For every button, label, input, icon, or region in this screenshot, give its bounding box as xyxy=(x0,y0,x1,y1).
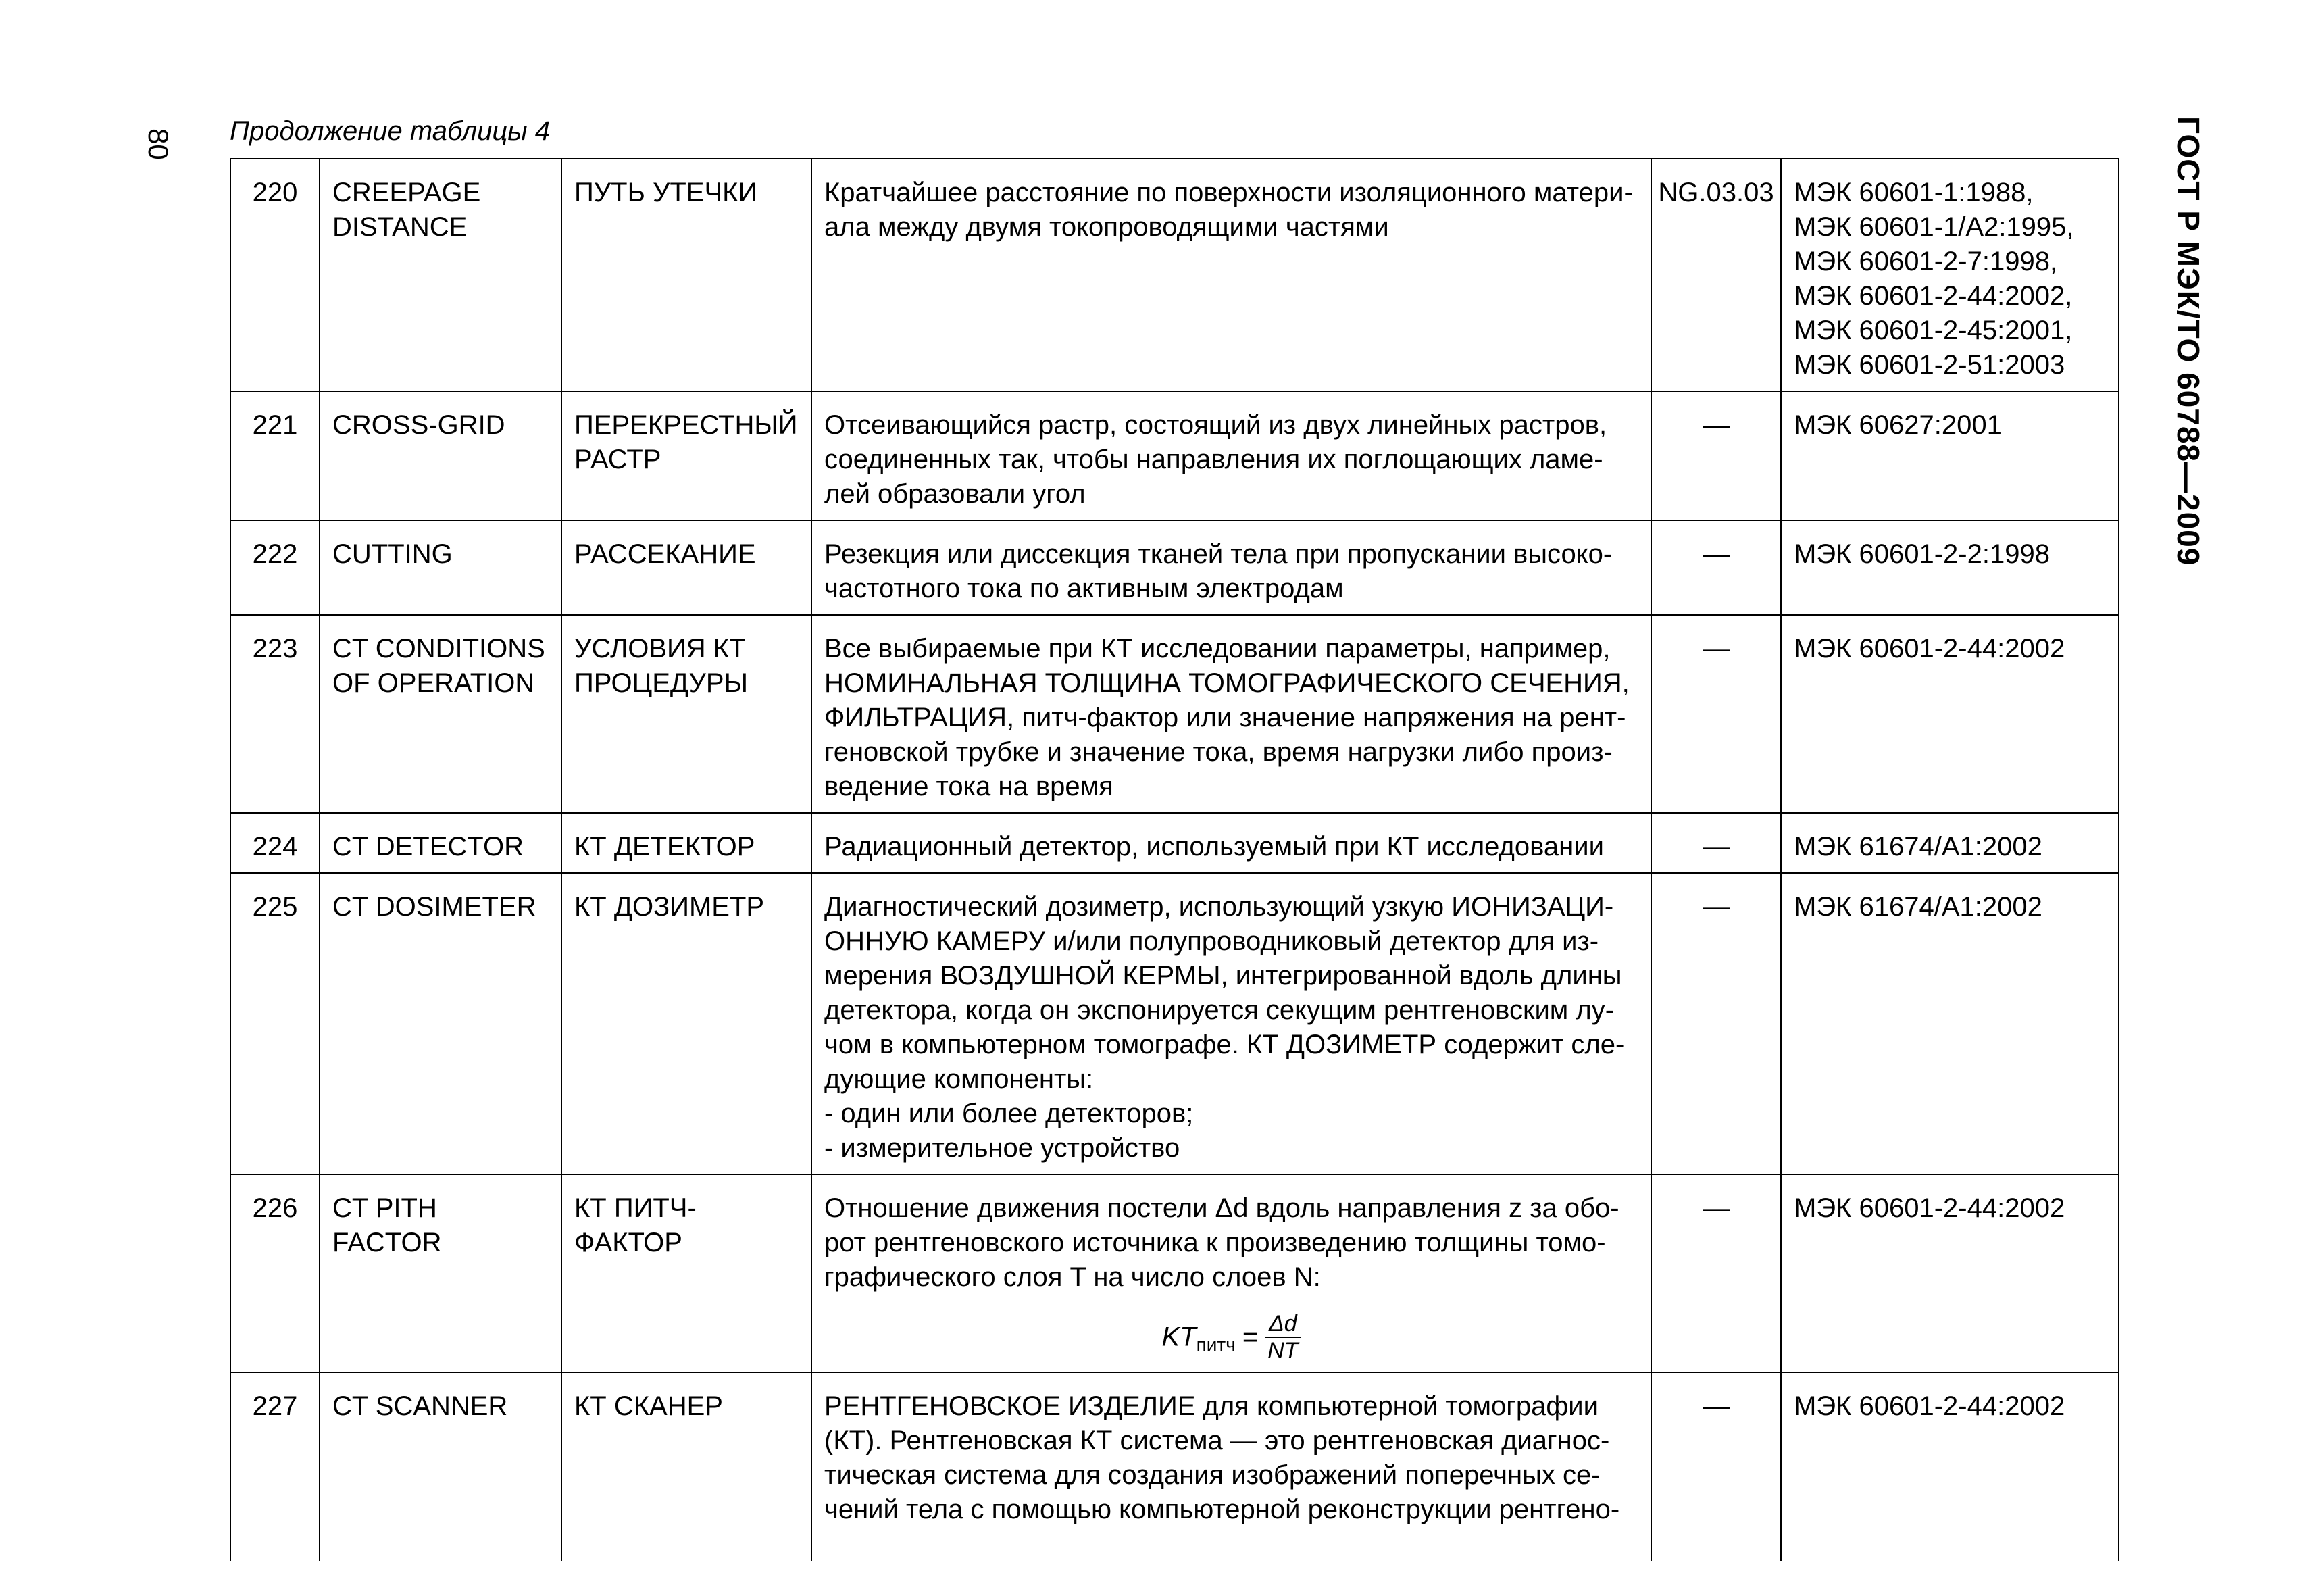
table-row xyxy=(230,813,2119,873)
formula-equals: = xyxy=(1242,1322,1259,1352)
term-code: — xyxy=(1651,1372,1781,1561)
definition-line: рот рентгеновского источника к произведению толщины томо- xyxy=(824,1228,1606,1257)
definition-line: частотного тока по активным электродам xyxy=(824,574,1344,603)
definition-line: ведение тока на время xyxy=(824,772,1113,801)
definition-line: мерения ВОЗДУШНОЙ КЕРМЫ, интегрированной вдоль длины xyxy=(824,961,1622,991)
term-definition xyxy=(811,1372,1651,1561)
definition-line: дующие компоненты: xyxy=(824,1064,1094,1094)
term-code: — xyxy=(1651,391,1781,520)
term-number: 224 xyxy=(230,813,320,873)
term-number: 220 xyxy=(230,159,320,391)
term-russian: УСЛОВИЯ КТ ПРОЦЕДУРЫ xyxy=(561,615,811,813)
reference-line: МЭК 61674/А1:2002 xyxy=(1794,892,2042,922)
term-definition xyxy=(811,391,1651,520)
term-code: — xyxy=(1651,615,1781,813)
term-references xyxy=(1781,391,2119,520)
term-code: — xyxy=(1651,873,1781,1174)
term-english: CUTTING xyxy=(320,520,561,615)
table-row xyxy=(230,1174,2119,1372)
term-definition xyxy=(811,615,1651,813)
definition-line: Отношение движения постели Δd вдоль направления z за обо- xyxy=(824,1193,1619,1223)
definition-line: ФИЛЬТРАЦИЯ, питч-фактор или значение напряжения на рент- xyxy=(824,703,1626,732)
page-number: 80 xyxy=(143,128,174,160)
reference-line: МЭК 60601-1/А2:1995, xyxy=(1794,212,2074,242)
formula-fraction xyxy=(1265,1311,1301,1364)
definition-line: тическая система для создания изображений поперечных се- xyxy=(824,1460,1601,1490)
definition-line: ОННУЮ КАМЕРУ и/или полупроводниковый детектор для из- xyxy=(824,926,1599,956)
definition-line: геновской трубке и значение тока, время нагрузки либо произ- xyxy=(824,737,1613,767)
term-russian: ПЕРЕКРЕСТНЫЙ РАСТР xyxy=(561,391,811,520)
reference-line: МЭК 60601-2-44:2002 xyxy=(1794,1391,2065,1421)
term-references xyxy=(1781,615,2119,813)
term-number: 222 xyxy=(230,520,320,615)
definition-line: Кратчайшее расстояние по поверхности изоляционного матери- xyxy=(824,178,1633,207)
table-caption: Продолжение таблицы 4 xyxy=(230,116,551,146)
definition-line: Отсеивающийся растр, состоящий из двух линейных растров, xyxy=(824,410,1607,440)
table-row xyxy=(230,520,2119,615)
term-english: CT PITH FACTOR xyxy=(320,1174,561,1372)
definition-line: (КТ). Рентгеновская КТ система — это рентгеновская диагнос- xyxy=(824,1426,1610,1455)
reference-line: МЭК 60601-2-7:1998, xyxy=(1794,247,2058,276)
term-russian: КТ ДЕТЕКТОР xyxy=(561,813,811,873)
term-english: CREEPAGE DISTANCE xyxy=(320,159,561,391)
term-number: 225 xyxy=(230,873,320,1174)
reference-line: МЭК 60601-2-2:1998 xyxy=(1794,539,2050,569)
definition-line: соединенных так, чтобы направления их поглощающих ламе- xyxy=(824,445,1603,474)
table-row xyxy=(230,1372,2119,1561)
term-definition xyxy=(811,813,1651,873)
definition-line: Радиационный детектор, используемый при КТ исследовании xyxy=(824,832,1604,862)
definition-line: лей образовали угол xyxy=(824,479,1086,509)
definition-line: Резекция или диссекция тканей тела при пропускании высоко- xyxy=(824,539,1613,569)
term-code: — xyxy=(1651,520,1781,615)
definition-line: РЕНТГЕНОВСКОЕ ИЗДЕЛИЕ для компьютерной томографии xyxy=(824,1391,1599,1421)
term-definition xyxy=(811,159,1651,391)
formula-subscript: питч xyxy=(1196,1334,1236,1355)
term-russian: КТ СКАНЕР xyxy=(561,1372,811,1561)
term-references xyxy=(1781,873,2119,1174)
definition-line: Все выбираемые при КТ исследовании параметры, например, xyxy=(824,634,1611,664)
reference-line: МЭК 60601-2-44:2002 xyxy=(1794,634,2065,664)
term-english: CT DOSIMETER xyxy=(320,873,561,1174)
reference-line: МЭК 60601-2-51:2003 xyxy=(1794,350,2065,380)
term-number: 223 xyxy=(230,615,320,813)
document-code: ГОСТ Р МЭК/ТО 60788—2009 xyxy=(2171,116,2206,566)
definition-line: чом в компьютерном томографе. КТ ДОЗИМЕТР содержит сле- xyxy=(824,1030,1625,1059)
term-number: 227 xyxy=(230,1372,320,1561)
term-english: CT SCANNER xyxy=(320,1372,561,1561)
term-references xyxy=(1781,1174,2119,1372)
term-russian: КТ ДОЗИМЕТР xyxy=(561,873,811,1174)
formula-denominator: NT xyxy=(1267,1338,1299,1364)
definition-line: чений тела с помощью компьютерной реконструкции рентгено- xyxy=(824,1495,1620,1524)
formula-lhs: KT xyxy=(1161,1322,1197,1352)
term-definition xyxy=(811,1174,1651,1372)
definition-line: - измерительное устройство xyxy=(824,1133,1180,1163)
reference-line: МЭК 60601-2-45:2001, xyxy=(1794,316,2073,345)
term-code: — xyxy=(1651,1174,1781,1372)
term-references xyxy=(1781,1372,2119,1561)
term-definition xyxy=(811,873,1651,1174)
definition-line: графического слоя T на число слоев N: xyxy=(824,1262,1321,1292)
term-references xyxy=(1781,159,2119,391)
table-row xyxy=(230,615,2119,813)
term-references xyxy=(1781,813,2119,873)
term-english: CT DETECTOR xyxy=(320,813,561,873)
reference-line: МЭК 60601-2-44:2002, xyxy=(1794,281,2073,311)
term-english: CT CONDITIONS OF OPERATION xyxy=(320,615,561,813)
table-row xyxy=(230,873,2119,1174)
definition-line: - один или более детекторов; xyxy=(824,1099,1194,1128)
definition-line: ала между двумя токопроводящими частями xyxy=(824,212,1389,242)
reference-line: МЭК 60627:2001 xyxy=(1794,410,2002,440)
reference-line: МЭК 61674/А1:2002 xyxy=(1794,832,2042,862)
term-russian: КТ ПИТЧ-ФАКТОР xyxy=(561,1174,811,1372)
term-code: NG.03.03 xyxy=(1651,159,1781,391)
formula-numerator: Δd xyxy=(1265,1311,1301,1338)
term-russian: ПУТЬ УТЕЧКИ xyxy=(561,159,811,391)
pitch-factor-formula xyxy=(824,1311,1638,1364)
definition-line: детектора, когда он экспонируется секущим рентгеновским лу- xyxy=(824,995,1615,1025)
term-references xyxy=(1781,520,2119,615)
table-row xyxy=(230,159,2119,391)
term-definition xyxy=(811,520,1651,615)
reference-line: МЭК 60601-2-44:2002 xyxy=(1794,1193,2065,1223)
definition-line: Диагностический дозиметр, использующий узкую ИОНИЗАЦИ- xyxy=(824,892,1614,922)
terms-table xyxy=(230,158,2119,1561)
term-russian: РАССЕКАНИЕ xyxy=(561,520,811,615)
definition-line: НОМИНАЛЬНАЯ ТОЛЩИНА ТОМОГРАФИЧЕСКОГО СЕЧЕНИЯ, xyxy=(824,668,1630,698)
term-number: 226 xyxy=(230,1174,320,1372)
terms-table-body xyxy=(230,159,2119,1561)
term-number: 221 xyxy=(230,391,320,520)
reference-line: МЭК 60601-1:1988, xyxy=(1794,178,2034,207)
term-english: CROSS-GRID xyxy=(320,391,561,520)
table-row xyxy=(230,391,2119,520)
term-code: — xyxy=(1651,813,1781,873)
